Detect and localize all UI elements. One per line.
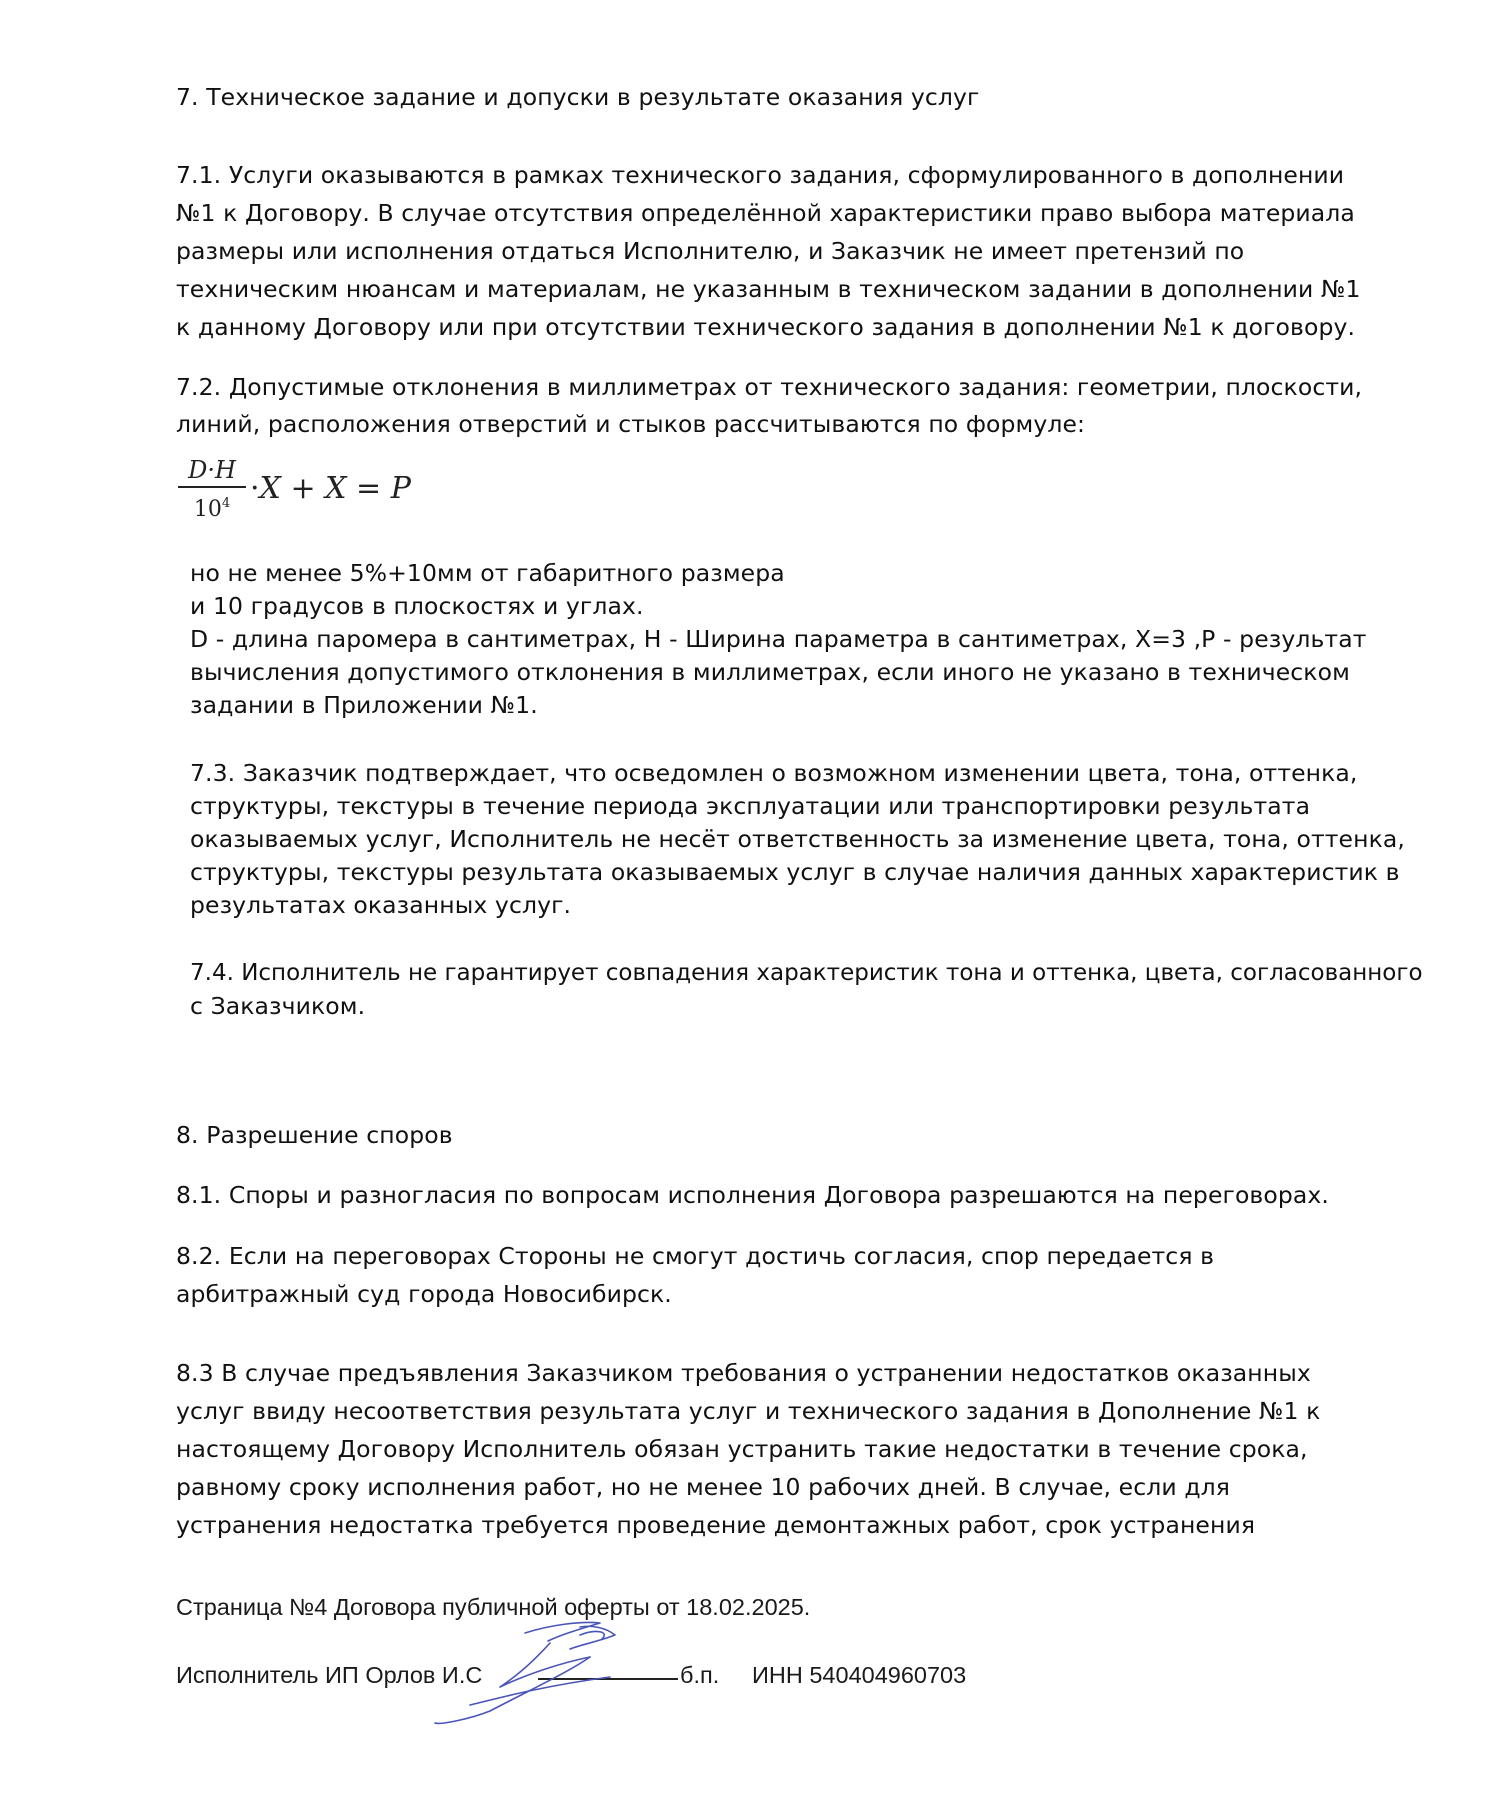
tolerance-formula — [176, 456, 436, 526]
paragraph-line: оказываемых услуг, Исполнитель не несёт ответственность за изменение цвета, тона, оттенка, — [190, 825, 1405, 853]
paragraph-line: 7.1. Услуги оказываются в рамках технического задания, сформулированного в дополнении — [176, 161, 1345, 189]
note-line: и 10 градусов в плоскостях и углах. — [190, 592, 644, 620]
paragraph-line: 8.2. Если на переговорах Стороны не смогут достичь согласия, спор передается в — [176, 1242, 1215, 1270]
paragraph-line: к данному Договору или при отсутствии технического задания в дополнении №1 к договору. — [176, 313, 1356, 341]
paragraph-line: №1 к Договору. В случае отсутствия определённой характеристики право выбора материала — [176, 199, 1355, 227]
section-8-heading: 8. Разрешение споров — [176, 1121, 453, 1149]
section-7-heading: 7. Техническое задание и допуски в результате оказания услуг — [176, 83, 980, 111]
denominator-base: 10 — [193, 496, 222, 522]
note-line: D - длина паромера в сантиметрах, H - Ширина параметра в сантиметрах, X=3 ,P - результат — [190, 625, 1367, 653]
paragraph-line: техническим нюансам и материалам, не указанным в техническом задании в дополнении №1 — [176, 275, 1361, 303]
page-info: Страница №4 Договора публичной оферты от 18.02.2025. — [176, 1594, 811, 1620]
formula-plus: + — [290, 471, 316, 506]
formula-equals: = — [356, 471, 382, 506]
inn-number: ИНН 540404960703 — [752, 1662, 967, 1688]
paragraph-line: 7.4. Исполнитель не гарантирует совпадения характеристик тона и оттенка, цвета, согласованного — [190, 960, 1423, 986]
formula-denominator — [176, 490, 248, 524]
note-line: но не менее 5%+10мм от габаритного размера — [190, 559, 785, 587]
paragraph-line: услуг ввиду несоответствия результата услуг и технического задания в Дополнение №1 к — [176, 1397, 1321, 1425]
paragraph-line: арбитражный суд города Новосибирск. — [176, 1280, 672, 1308]
paragraph-line: устранения недостатка требуется проведение демонтажных работ, срок устранения — [176, 1511, 1256, 1539]
signer-name: Исполнитель ИП Орлов И.С — [176, 1662, 483, 1688]
paragraph-line: структуры, текстуры в течение периода эксплуатации или транспортировки результата — [190, 792, 1311, 820]
paragraph-line: структуры, текстуры результата оказываемых услуг в случае наличия данных характеристик в — [190, 858, 1400, 886]
paragraph-line: 7.3. Заказчик подтверждает, что осведомлен о возможном изменении цвета, тона, оттенка, — [190, 759, 1358, 787]
paragraph-line: настоящему Договору Исполнитель обязан устранить такие недостатки в течение срока, — [176, 1435, 1308, 1463]
formula-x: X — [259, 471, 281, 506]
paragraph-line: размеры или исполнения отдаться Исполнителю, и Заказчик не имеет претензий по — [176, 237, 1245, 265]
note-line: задании в Приложении №1. — [190, 691, 538, 719]
fraction-bar — [178, 486, 246, 488]
formula-x: X — [325, 471, 347, 506]
paragraph-line: 7.2. Допустимые отклонения в миллиметрах от технического задания: геометрии, плоскости, — [176, 373, 1363, 401]
formula-dot: · — [250, 471, 260, 506]
formula-fraction — [176, 456, 248, 524]
note-line: вычисления допустимого отклонения в миллиметрах, если иного не указано в техническом — [190, 658, 1350, 686]
paragraph-line: с Заказчиком. — [190, 992, 366, 1020]
paragraph-line: 8.3 В случае предъявления Заказчиком требования о устранении недостатков оказанных — [176, 1359, 1311, 1387]
handwritten-signature — [430, 1615, 710, 1725]
formula-numerator: D·H — [188, 456, 236, 484]
denominator-exponent: 4 — [221, 495, 231, 511]
paragraph-line: равному сроку исполнения работ, но не менее 10 рабочих дней. В случае, если для — [176, 1473, 1231, 1501]
formula-rest — [250, 471, 411, 507]
paragraph-line: результатах оказанных услуг. — [190, 891, 572, 919]
paragraph-8-1: 8.1. Споры и разногласия по вопросам исполнения Договора разрешаются на переговорах. — [176, 1181, 1329, 1209]
paragraph-line: линий, расположения отверстий и стыков рассчитываются по формуле: — [176, 410, 1086, 438]
no-seal-mark: б.п. — [680, 1662, 720, 1688]
formula-p: P — [390, 471, 411, 506]
